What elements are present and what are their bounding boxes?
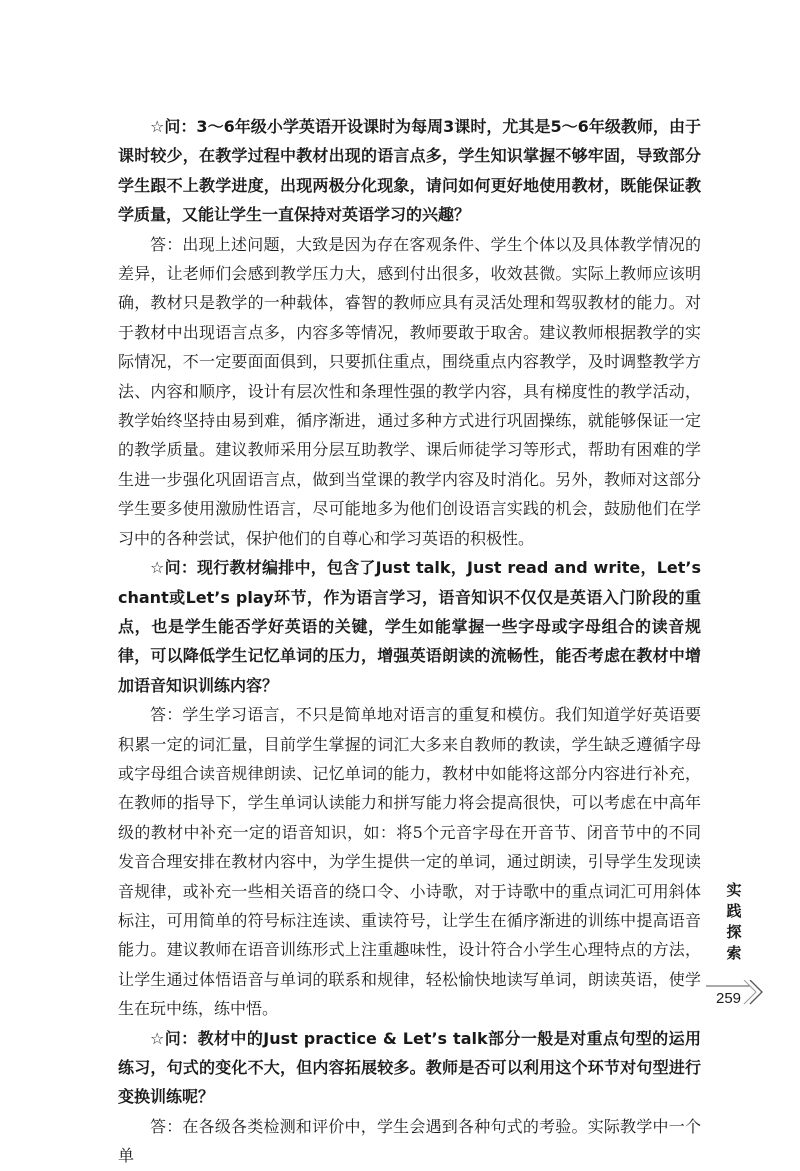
- answer-paragraph: 答：出现上述问题，大致是因为存在客观条件、学生个体以及具体教学情况的差异，让老师们会感到教学压力大，感到付出很多，收效甚微。实际上教师应该明确，教材只是教学的一种载体，睿智的教师应具有灵活处理和驾驭教材的能力。对于教材中出现语言点多，内容多等情况，教师要敢于取舍。建议教师根据教学的实际情况，不一定要面面俱到，只要抓住重点，围绕重点内容教学，及时调整教学方法、内容和顺序，设计有层次性和条理性强的教学内容，具有梯度性的教学活动，教学始终坚持由易到难，循序渐进，通过多种方式进行巩固操练，就能够保证一定的教学质量。建议教师采用分层互助教学、课后师徒学习等形式，帮助有困难的学生进一步强化巩固语言点，做到当堂课的教学内容及时消化。另外，教师对这部分学生要多使用激励性语言，尽可能地多为他们创设语言实践的机会，鼓励他们在学习中的各种尝试，保护他们的自尊心和学习英语的积极性。: [118, 234, 701, 548]
- question-paragraph: ☆问：教材中的Just practice & Let’s talk部分一般是对重点句型的运用练习，句式的变化不大，但内容拓展较多。教师是否可以利用这个环节对句型进行变换训练呢？: [118, 1028, 701, 1107]
- page-body: [118, 112, 701, 1171]
- question-paragraph: ☆问：现行教材编排中，包含了Just talk，Just read and write，Let’s chant或Let’s play环节，作为语言学习，语音知识不仅仅是英语入门阶段的重点，也是学生能否学好英语的关键，学生如能掌握一些字母或字母组合的读音规律，可以降低学生记忆单词的压力，增强英语朗读的流畅性，能否考虑在教材中增加语音知识训练内容？: [118, 558, 701, 695]
- answer-paragraph: 答：在各级各类检测和评价中，学生会遇到各种句式的考验。实际教学中一个单: [118, 1116, 701, 1166]
- section-side-tab: [722, 880, 746, 964]
- side-tab-char: 索: [726, 944, 742, 962]
- page-number: 259: [716, 990, 742, 1007]
- answer-paragraph: 答：学生学习语言，不只是简单地对语言的重复和模仿。我们知道学好英语要积累一定的词汇量，目前学生掌握的词汇大多来自教师的教读，学生缺乏遵循字母或字母组合读音规律朗读、记忆单词的能力，教材中如能将这部分内容进行补充，在教师的指导下，学生单词认读能力和拼写能力将会提高很快，可以考虑在中高年级的教材中补充一定的语音知识，如：将5个元音字母在开音节、闭音节中的不同发音合理安排在教材内容中，为学生提供一定的单词，通过朗读，引导学生发现读音规律，或补充一些相关语音的绕口令、小诗歌，对于诗歌中的重点词汇可用斜体标注，可用简单的符号标注连读、重读符号，让学生在循序渐进的训练中提高语音能力。建议教师在语音训练形式上注重趣味性，设计符合小学生心理特点的方法，让学生通过体悟语音与单词的联系和规律，轻松愉快地读写单词，朗读英语，使学生在玩中练，练中悟。: [118, 705, 701, 1019]
- side-tab-char: 探: [726, 923, 742, 941]
- question-paragraph: ☆问：3～6年级小学英语开设课时为每周3课时，尤其是5～6年级教师，由于课时较少，在教学过程中教材出现的语言点多，学生知识掌握不够牢固，导致部分学生跟不上教学进度，出现两极分化现象，请问如何更好地使用教材，既能保证教学质量，又能让学生一直保持对英语学习的兴趣？: [118, 117, 701, 225]
- side-tab-char: 实: [726, 881, 742, 899]
- side-tab-char: 践: [726, 902, 742, 920]
